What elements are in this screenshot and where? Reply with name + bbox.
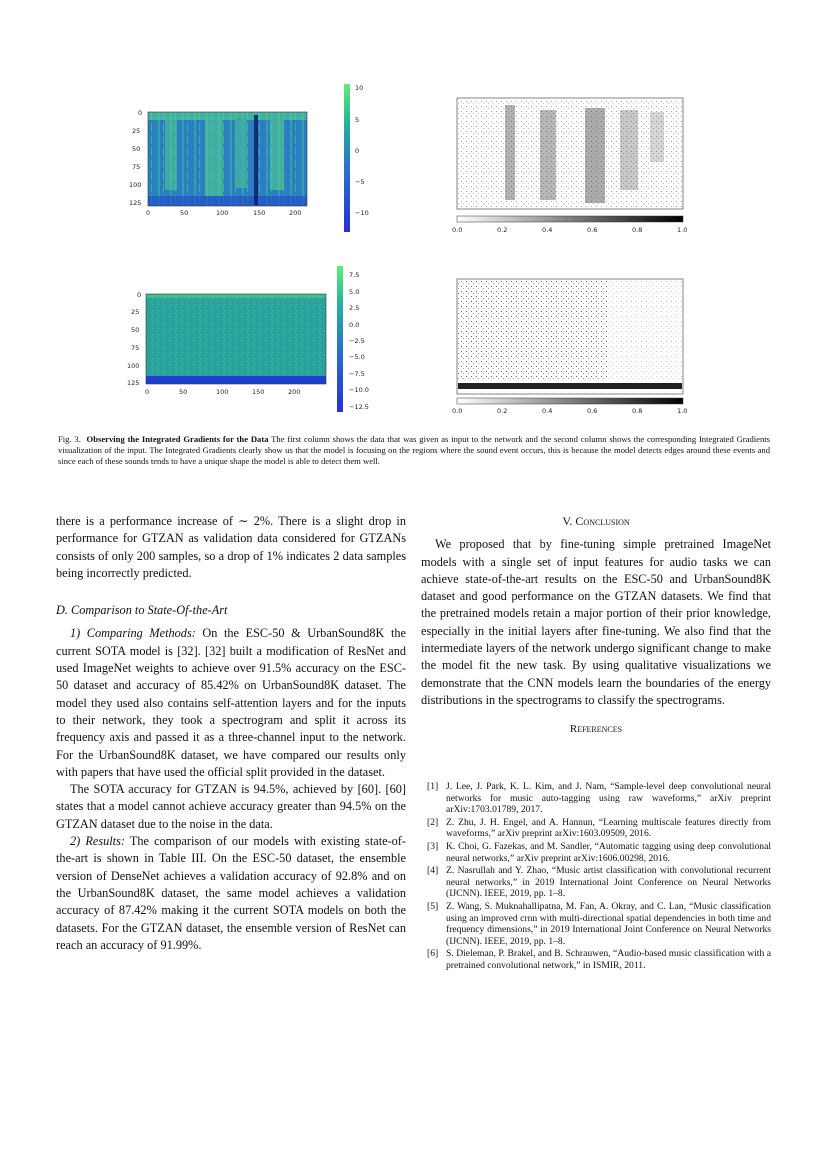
ytick: 100 [127, 362, 140, 370]
cbar-tick: 0.0 [349, 321, 360, 329]
caption-bold: Observing the Integrated Gradients for the Data [86, 434, 269, 444]
cbar-tick: 2.5 [349, 304, 360, 312]
right-column [421, 513, 771, 739]
xtick: 150 [253, 209, 266, 217]
reference-number: [5] [427, 900, 439, 912]
xtick: 0.0 [452, 407, 463, 415]
panel-3-input-spectrogram [146, 294, 326, 384]
silence-stripe [254, 115, 258, 205]
ytick: 75 [131, 344, 140, 352]
panel-2-integrated-gradients [457, 98, 683, 222]
reference-item [427, 901, 771, 947]
paragraph-text: The comparison of our models with existing state-of-the-art is shown in Table III. On the ESC-50 dataset, the ensemble version of DenseNet achieves a validation accuracy of 92.8% and on the UrbanSound8K dataset, the same model achieves a validation accuracy of 87.42% making it the current SOTA models on both the datasets. For the GTZAN dataset, the ensemble version of ResNet can reach an accuracy of 91.99%. [56, 834, 406, 952]
panel-4-integrated-gradients [457, 279, 683, 404]
cbar-tick: −12.5 [349, 403, 369, 411]
cbar-tick: −10 [355, 209, 369, 217]
xtick: 150 [252, 388, 265, 396]
xtick: 200 [289, 209, 302, 217]
ytick: 50 [132, 145, 141, 153]
paragraph-text: On the ESC-50 & UrbanSound8K the current SOTA model is [32]. [32] built a modification of ResNet and used ImageNet weights to achieve over 91.5% accuracy on the ESC-50 dataset and accuracy of 85.42% on UrbanSound8K dataset. The model they used also contains self-attention layers and for the inputs to their network, they took a spectrogram and split it across its frequency axis and passed it as a three-channel input to the network. For the UrbanSound8K dataset, we have compared our results only with papers that have used the official split provided in the dataset. [56, 626, 406, 779]
xtick: 0.8 [632, 407, 643, 415]
xtick: 1.0 [677, 226, 688, 234]
xtick: 0.6 [587, 226, 598, 234]
reference-number: [3] [427, 840, 439, 852]
paragraph: there is a performance increase of ∼ 2%. There is a slight drop in performance for GTZAN as validation data considered for GTZANs consists of only 200 samples, so a drop of 1% indicates 2 data samples being incorrectly predicted. [56, 514, 406, 580]
xtick: 0.4 [542, 407, 553, 415]
xtick: 0.8 [632, 226, 643, 234]
xtick: 0.6 [587, 407, 598, 415]
ytick: 25 [131, 308, 140, 316]
reference-item [427, 817, 771, 840]
ytick: 0 [138, 109, 143, 117]
references-heading: References [569, 723, 623, 736]
paragraph: We proposed that by fine-tuning simple pretrained ImageNet models with a single set of input features for audio tasks we can achieve state-of-the-art results on the ESC-50 and UrbanSound8K dataset and good performance on the GTZAN datasets. We find that the pretrained models retain a major portion of their prior knowledge, especially in the initial layers after fine-tuning. We also find that the intermediate layers of the network undergo significant change to make the model fit the new task. By using qualitative visualizations we demonstrate that the CNN models learn the boundaries of the energy distributions in the spectrograms to classify the spectrograms. [421, 537, 771, 707]
figure-svg [0, 0, 827, 430]
ytick: 0 [137, 291, 142, 299]
xtick: 0 [146, 209, 151, 217]
xtick: 0.2 [497, 407, 508, 415]
reference-number: [1] [427, 781, 439, 792]
reference-text: Z. Nasrullah and Y. Zhao, “Music artist classification with convolutional recurrent neural networks,” in 2019 International Joint Conference on Neural Networks (IJCNN). IEEE, 2019, pp. 1–8. [446, 865, 771, 900]
cbar-tick: −2.5 [349, 337, 365, 345]
cbar-tick: 5.0 [349, 288, 360, 296]
xtick: 0 [145, 388, 150, 396]
cbar-tick: 0 [355, 147, 360, 155]
paragraph [56, 625, 406, 781]
reference-text: J. Lee, J. Park, K. L. Kim, and J. Nam, “Sample-level deep convolutional neural networks for music auto-tagging using raw waveforms,” arXiv preprint arXiv:1703.01789, 2017. [446, 781, 771, 816]
xtick: 100 [216, 388, 229, 396]
caption-label: Fig. 3. [58, 434, 81, 444]
xtick: 1.0 [677, 407, 688, 415]
ytick: 125 [129, 199, 142, 207]
reference-text: K. Choi, G. Fazekas, and M. Sandler, “Automatic tagging using deep convolutional neural networks,” arXiv preprint arXiv:1606.00298, 2016. [446, 840, 771, 864]
left-column [56, 513, 406, 954]
cbar-tick: −7.5 [349, 370, 365, 378]
figure-caption [58, 434, 770, 468]
reference-text: Z. Zhu, J. H. Engel, and A. Hannun, “Learning multiscale features directly from waveforms,” arXiv preprint arXiv:1603.09509, 2016. [446, 816, 771, 840]
reference-item [427, 781, 771, 816]
xtick: 0.2 [497, 226, 508, 234]
references-list [427, 781, 771, 973]
ytick: 25 [132, 127, 141, 135]
reference-text: Z. Wang, S. Muknahallipatna, M. Fan, A. Okray, and C. Lan, “Music classification using an improved crnn with multi-directional spatial dependencies in both time and frequency dimensions,” in 2019 International Joint Conference on Neural Networks (IJCNN). IEEE, 2019, pp. 1–8. [446, 900, 771, 947]
gray-colorbar [457, 216, 683, 222]
paragraph-label: 1) Comparing Methods: [70, 626, 196, 641]
paragraph [56, 833, 406, 954]
xtick: 0.4 [542, 226, 553, 234]
reference-number: [4] [427, 865, 439, 877]
reference-text: S. Dieleman, P. Brakel, and B. Schrauwen, “Audio-based music classification with a pretrained convolutional network,” in ISMIR, 2011. [446, 948, 771, 971]
xtick: 50 [179, 388, 188, 396]
reference-number: [2] [427, 816, 439, 828]
reference-item [427, 841, 771, 864]
paragraph: The SOTA accuracy for GTZAN is 94.5%, achieved by [60]. [60] states that a model cannot achieve accuracy greater than 94.5% on the GTZAN dataset due to the noise in the data. [56, 782, 406, 831]
cbar-tick: 5 [355, 116, 360, 124]
panel-1-input-spectrogram [148, 112, 307, 206]
section-heading: V. Conclusion [562, 514, 630, 528]
caption-text: The first column shows the data that was given as input to the network and the second column shows the corresponding Integrated Gradients visualization of the input. The Integrated Gradients clearly show us that the model is focusing on the regions where the sound event occurs, this is because the model detects edges around these events and since each of these sounds tends to have a unique shape the model is able to detect them well. [58, 434, 771, 467]
ytick: 75 [132, 163, 141, 171]
reference-item [427, 948, 771, 971]
reference-number: [6] [427, 948, 439, 960]
ytick: 50 [131, 326, 140, 334]
xtick: 100 [216, 209, 229, 217]
cbar-tick: −5 [355, 178, 365, 186]
cbar-tick: 10 [355, 84, 364, 92]
spectrogram-image [146, 294, 326, 384]
section-heading: D. Comparison to State-Of-the-Art [56, 603, 228, 618]
xtick: 0.0 [452, 226, 463, 234]
ytick: 125 [127, 379, 140, 387]
panel-1-colorbar [344, 84, 350, 232]
cbar-tick: 7.5 [349, 271, 360, 279]
cbar-tick: −10.0 [349, 386, 369, 394]
panel-3-colorbar [337, 266, 343, 412]
reference-item [427, 865, 771, 900]
xtick: 50 [180, 209, 189, 217]
paragraph-label: 2) Results: [70, 834, 125, 849]
gray-colorbar [457, 398, 683, 404]
ytick: 100 [129, 181, 142, 189]
cbar-tick: −5.0 [349, 353, 365, 361]
xtick: 200 [288, 388, 301, 396]
